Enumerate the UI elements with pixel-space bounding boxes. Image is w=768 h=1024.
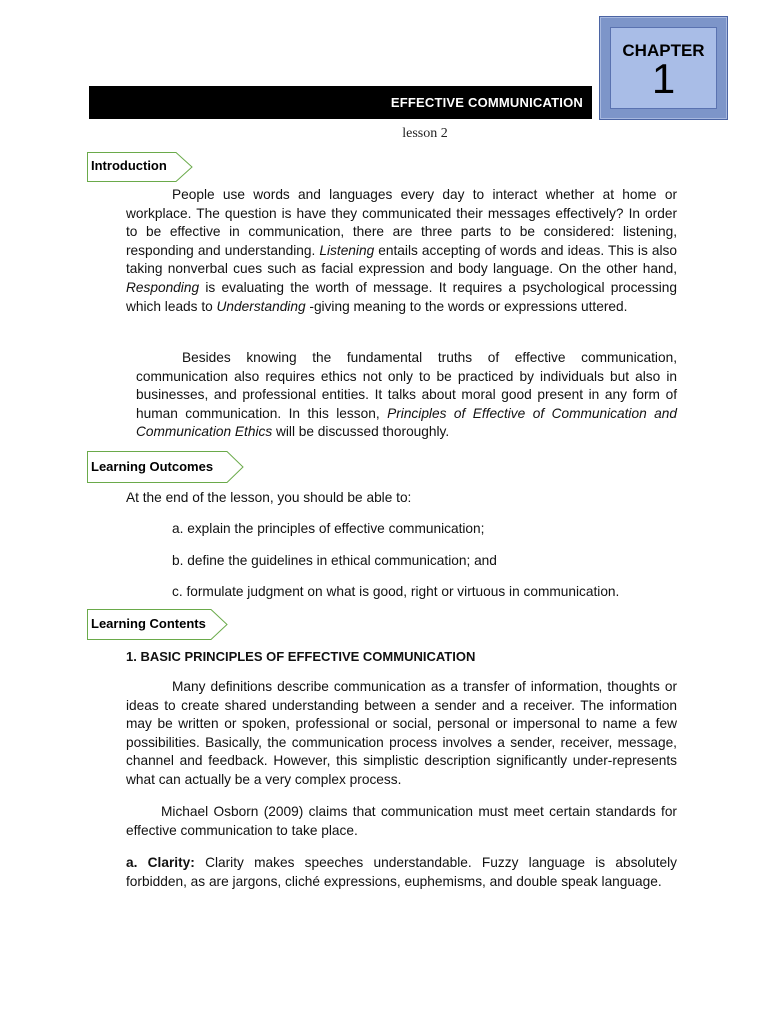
intro-p2-text-a: Besides knowing the fundamental truths of effective communication, communication also requires ethics not only to be practiced by individuals but also in businesses, and professional entities. It talks about moral good present in any form of human communication. In this lesson, — [136, 350, 677, 421]
chapter-badge — [599, 16, 728, 120]
lesson-label-row — [0, 126, 768, 142]
contents-paragraph-1: Many definitions describe communication as a transfer of information, thoughts or ideas to create shared understanding between a sender and a receiver. The information may be written or spoken, professional or social, personal or impersonal to name a few possibilities. Basically, the communication process involves a sender, receiver, message, channel and feedback. However, this simplistic description significantly under-represents what can actually be a very complex process. — [126, 679, 677, 787]
outcome-item: a. explain the principles of effective communication; — [172, 521, 485, 536]
section-tag-learning-outcomes — [87, 451, 247, 481]
intro-paragraph-2 — [136, 349, 677, 442]
intro-p1-listening: Listening — [319, 242, 375, 258]
intro-paragraph-1 — [126, 186, 677, 316]
page-title: EFFECTIVE COMMUNICATION — [390, 95, 583, 110]
clarity-text: Clarity makes speeches understandable. Fuzzy language is absolutely forbidden, as are jargons, cliché expressions, euphemisms, and double speak language. — [126, 855, 677, 889]
outcomes-lead: At the end of the lesson, you should be able to: — [126, 490, 412, 505]
title-bar — [89, 86, 592, 119]
chapter-label: CHAPTER — [622, 41, 705, 60]
intro-p2-lesson-title: Principles of Effective of Communication and Communication Ethics — [136, 405, 677, 440]
intro-p1-responding: Responding — [126, 279, 200, 295]
clarity-label: a. Clarity: — [126, 855, 195, 870]
outcome-item: b. define the guidelines in ethical communication; and — [172, 553, 497, 568]
intro-p1-text-a: People use words and languages every day to interact whether at home or workplace. The question is have they communicated their messages effectively? In order to be effective in communication, there are three parts to be considered: listening, responding and understanding. — [126, 187, 677, 258]
intro-p1-text-c: entails accepting of words and ideas. This is also taking nonverbal cues such as facial expression and body language. On the other hand, — [126, 242, 677, 277]
lesson-label: lesson 2 — [402, 126, 448, 141]
chapter-badge-inner — [610, 27, 717, 109]
contents-heading: 1. BASIC PRINCIPLES OF EFFECTIVE COMMUNICATION — [126, 649, 476, 664]
intro-p1-text-g: -giving meaning to the words or expressions uttered. — [305, 298, 628, 314]
section-tag-introduction — [87, 152, 197, 182]
intro-p1-understanding: Understanding — [216, 298, 306, 314]
intro-p1-text-e: is evaluating the worth of message. It requires a psychological processing which leads to — [126, 279, 677, 314]
clarity-paragraph — [126, 854, 677, 891]
outcome-item: c. formulate judgment on what is good, right or virtuous in communication. — [172, 584, 620, 599]
section-title-learning-outcomes: Learning Outcomes — [91, 459, 214, 474]
section-tag-learning-contents — [87, 609, 232, 639]
section-title-introduction: Introduction — [91, 158, 167, 173]
intro-p2-text-c: will be discussed thoroughly. — [272, 424, 450, 440]
contents-paragraph-2: Michael Osborn (2009) claims that communication must meet certain standards for effective communication to take place. — [126, 804, 677, 838]
section-title-learning-contents: Learning Contents — [91, 616, 206, 631]
chapter-number: 1 — [651, 55, 676, 102]
